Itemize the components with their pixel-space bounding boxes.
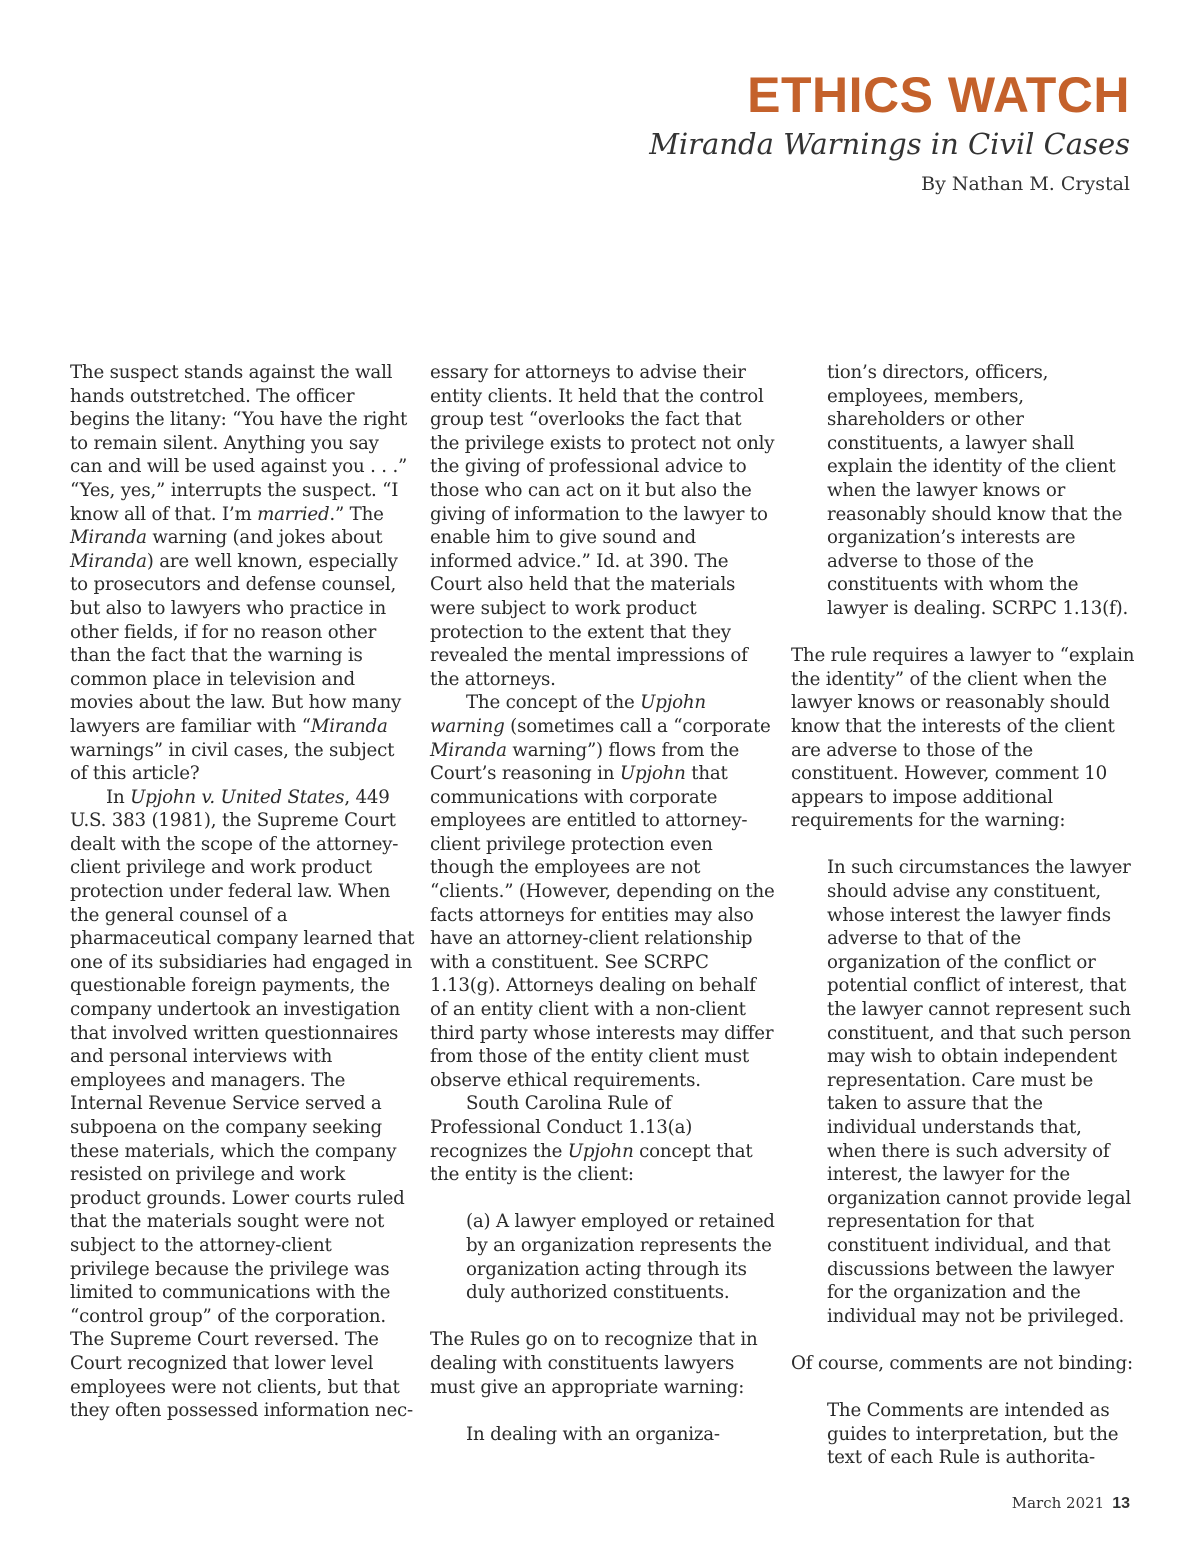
byline: By Nathan M. Crystal <box>921 173 1130 195</box>
issue-date: March 2021 <box>1011 1494 1105 1512</box>
article-header <box>649 66 1130 198</box>
page-footer <box>1012 1494 1130 1513</box>
block-quote: (a) A lawyer employed or retained by an organization represents the organization acting through its duly authorized constituents. <box>466 1211 775 1304</box>
block-quote: In such circumstances the lawyer should advise any constituent, whose interest the lawyer finds adverse to that of the organization of the conflict or potential conflict of interest, that the lawyer cannot represent such constituent, and that such person may wish to obtain independent representation. Care must be taken to assure that the individual understands that, when there is such adversity of interest, the lawyer for the organization cannot provide legal representation for that constituent individual, and that discussions between the lawyer for the organization and the individual may not be privileged. <box>827 857 1131 1327</box>
paragraph: The suspect stands against the wall hands outstretched. The officer begins the litany: “You have the right to remain silent. Anything you say can and will be used against you . . .” “Yes, yes,” interrupts the suspect. “I know all of that. I’m married.” The Miranda warning (and jokes about Miranda) are well known, especially to prosecutors and defense counsel, but also to lawyers who practice in other fields, if for no reason other than the fact that the warning is common place in television and movies about the law. But how many lawyers are familiar with “Miranda warnings” in civil cases, the subject of this article? <box>70 362 408 785</box>
block-quote: In dealing with an organiza- <box>466 1423 720 1445</box>
block-quote: The Comments are intended as guides to interpretation, but the text of each Rule is authorita- <box>827 1400 1119 1469</box>
paragraph: essary for attorneys to advise their entity clients. It held that the control group test “overlooks the fact that the privilege exists to protect not only the giving of professional advice to those who can act on it but also the giving of information to the lawyer to enable him to give sound and informed advice.” Id. at 390. The Court also held that the materials were subject to work product protection to the extent that they revealed the mental impressions of the attorneys. <box>430 362 775 690</box>
article-title: Miranda Warnings in Civil Cases <box>649 127 1130 161</box>
paragraph: The Rules go on to recognize that in dealing with constituents lawyers must give an appropriate warning: <box>430 1329 758 1398</box>
column-2 <box>430 361 775 1446</box>
column-1 <box>70 361 415 1423</box>
section-title: ETHICS WATCH <box>747 67 1130 123</box>
paragraph: The concept of the Upjohn warning (sometimes call a “corporate Miranda warning”) flows from the Court’s reasoning in Upjohn that communications with corporate employees are entitled to attorney-client privilege protection even though the employees are not “clients.” (However, depending on the facts attorneys for entities may also have an attorney-client relationship with a constituent. See SCRPC 1.13(g). Attorneys dealing on behalf of an entity client with a non-client third party whose interests may differ from those of the entity client must observe ethical requirements. <box>430 692 775 1091</box>
block-quote: tion’s directors, officers, employees, members, shareholders or other constituents, a lawyer shall explain the identity of the client when the lawyer knows or reasonably should know that the organization’s interests are adverse to those of the constituents with whom the lawyer is dealing. SCRPC 1.13(f). <box>827 362 1129 619</box>
paragraph: In Upjohn v. United States, 449 U.S. 383 (1981), the Supreme Court dealt with the scope of the attorney-client privilege and work product protection under federal law. When the general counsel of a pharmaceutical company learned that one of its subsidiaries had engaged in questionable foreign payments, the company undertook an investigation that involved written questionnaires and personal interviews with employees and managers. The Internal Revenue Service served a subpoena on the company seeking these materials, which the company resisted on privilege and work product grounds. Lower courts ruled that the materials sought were not subject to the attorney-client privilege because the privilege was limited to communications with the “control group” of the corporation. The Supreme Court reversed. The Court recognized that lower level employees were not clients, but that they often possessed information nec- <box>70 786 415 1422</box>
column-3 <box>791 361 1136 1470</box>
paragraph: Of course, comments are not binding: <box>791 1352 1133 1374</box>
paragraph: South Carolina Rule of Professional Conduct 1.13(a) recognizes the Upjohn concept that the entity is the client: <box>430 1093 753 1186</box>
paragraph: The rule requires a lawyer to “explain the identity” of the client when the lawyer knows or reasonably should know that the interests of the client are adverse to those of the constituent. However, comment 10 appears to impose additional requirements for the warning: <box>791 645 1135 832</box>
page-number: 13 <box>1112 1495 1130 1512</box>
